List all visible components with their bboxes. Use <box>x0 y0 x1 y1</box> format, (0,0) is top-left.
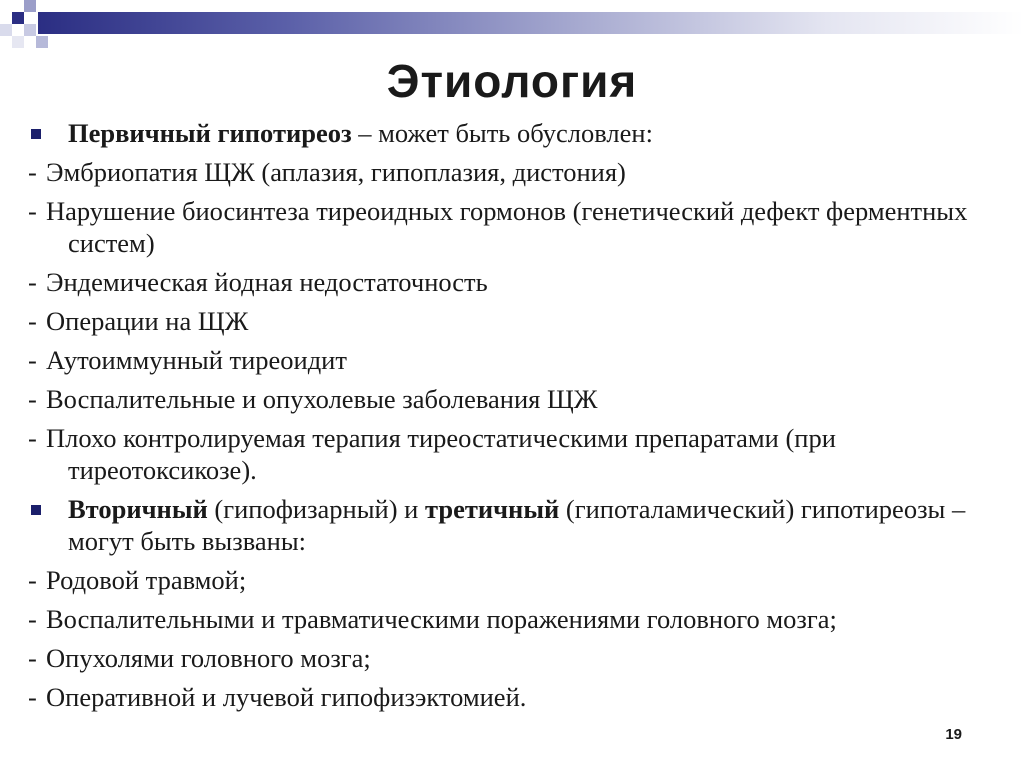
dash-marker: - <box>28 306 37 336</box>
cause-item <box>28 383 1018 415</box>
cause-item <box>28 195 1018 259</box>
dash-marker: - <box>28 267 37 297</box>
dash-marker: - <box>28 604 37 634</box>
cause-text: Родовой травмой; <box>46 565 247 595</box>
cause-item <box>28 422 1018 486</box>
deco-square <box>36 36 48 48</box>
square-bullet-icon <box>31 505 41 515</box>
cause-text: Аутоиммунный тиреоидит <box>46 345 347 375</box>
primary-causes-list <box>28 156 1018 486</box>
cause-item <box>28 344 1018 376</box>
slide-body <box>28 117 1018 720</box>
cause-text: Оперативной и лучевой гипофизэктомией. <box>46 682 527 712</box>
cause-text: Нарушение биосинтеза тиреоидных гормонов (генетический дефект ферментных систем) <box>46 196 968 258</box>
primary-hypothyroidism-heading: Первичный гипотиреоз – может быть обусловлен: <box>28 117 1018 149</box>
deco-square <box>24 24 36 36</box>
cause-item <box>28 603 1018 635</box>
dash-marker: - <box>28 423 37 453</box>
cause-item <box>28 305 1018 337</box>
slide-title: Этиология <box>386 55 638 107</box>
header-gradient-bar <box>38 12 1024 34</box>
cause-item <box>28 564 1018 596</box>
deco-square <box>12 12 24 24</box>
header-decoration <box>0 0 1024 60</box>
cause-text: Плохо контролируемая терапия тиреостатическими препаратами (при тиреотоксикозе). <box>46 423 836 485</box>
cause-item <box>28 642 1018 674</box>
square-bullet-icon <box>31 129 41 139</box>
cause-text: Операции на ЩЖ <box>46 306 249 336</box>
cause-item <box>28 266 1018 298</box>
dash-marker: - <box>28 643 37 673</box>
cause-text: Воспалительные и опухолевые заболевания ЩЖ <box>46 384 598 414</box>
dash-marker: - <box>28 157 37 187</box>
cause-text: Воспалительными и травматическими поражениями головного мозга; <box>46 604 837 634</box>
dash-marker: - <box>28 345 37 375</box>
dash-marker: - <box>28 682 37 712</box>
page-number: 19 <box>945 726 962 743</box>
cause-text: Опухолями головного мозга; <box>46 643 371 673</box>
cause-text: Эмбриопатия ЩЖ (аплазия, гипоплазия, дистония) <box>46 157 626 187</box>
cause-item <box>28 156 1018 188</box>
secondary-causes-list <box>28 564 1018 713</box>
dash-marker: - <box>28 384 37 414</box>
secondary-hypothyroidism-heading: Вторичный (гипофизарный) и третичный (гипоталамический) гипотиреозы – могут быть вызваны: <box>28 493 1018 557</box>
cause-text: Эндемическая йодная недостаточность <box>46 267 488 297</box>
deco-square <box>12 36 24 48</box>
deco-square <box>0 24 12 36</box>
deco-square <box>24 0 36 12</box>
dash-marker: - <box>28 196 37 226</box>
dash-marker: - <box>28 565 37 595</box>
cause-item <box>28 681 1018 713</box>
